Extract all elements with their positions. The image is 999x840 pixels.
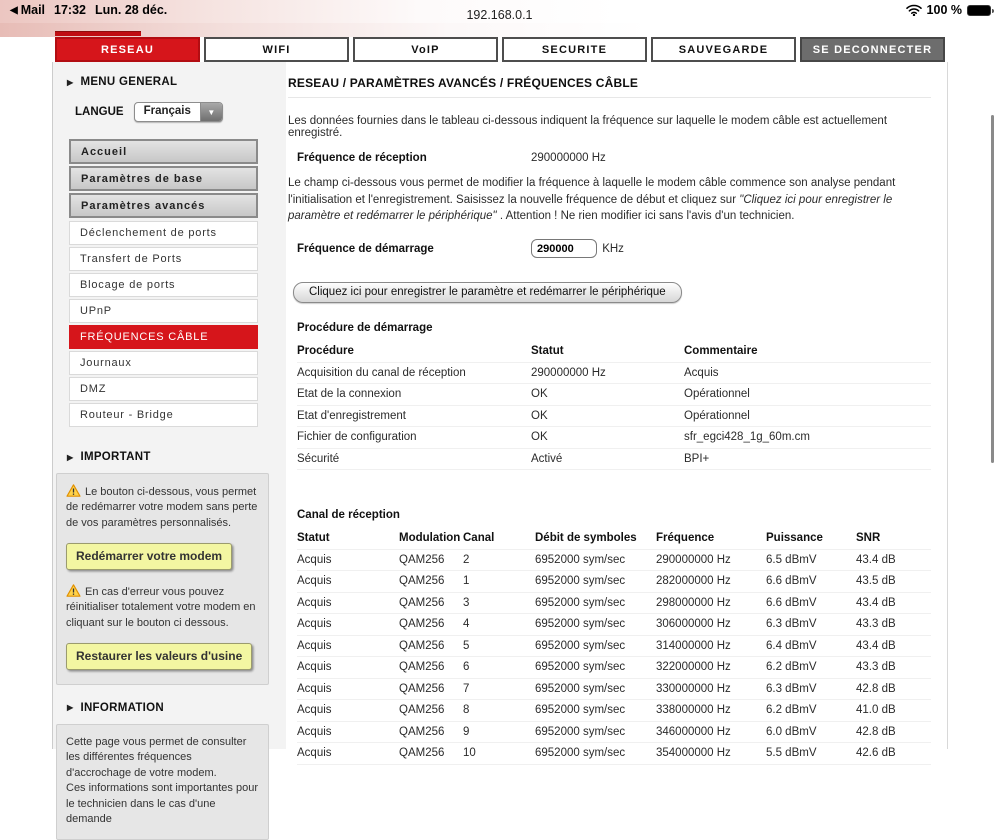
- address-url[interactable]: 192.168.0.1: [0, 8, 999, 22]
- table-row: Etat d'enregistrement OK Opérationnel: [297, 406, 931, 428]
- channel-table-header: [297, 528, 931, 550]
- menu-general-header[interactable]: [67, 76, 286, 88]
- table-row: Acquis QAM256 2 6952000 sym/sec 290000000 Hz 6.5 dBmV 43.4 dB: [297, 550, 931, 572]
- table-row: Sécurité Activé BPI+: [297, 449, 931, 471]
- sidebar-menu-item[interactable]: [69, 247, 258, 271]
- important-label: IMPORTANT: [80, 451, 150, 463]
- edit-frequency-paragraph: Le champ ci-dessous vous permet de modifier la fréquence à laquelle le modem câble commence son analyse pendant l'initialisation et l'enregistrement. Saisissez la nouvelle fréquence de début et cliquez sur "Cliquez ici pour enregistrer le paramètre et redémarrer le périphérique" . Attention ! Ne rien modifier ici sans l'avis d'un technicien.: [288, 175, 931, 225]
- sidebar-menu-items: [69, 221, 286, 427]
- sidebar-menu-item-label: Blocage de ports: [80, 279, 175, 291]
- tab-se-deconnecter[interactable]: SE DECONNECTER: [800, 37, 945, 62]
- tab-securite[interactable]: SECURITE: [502, 37, 647, 62]
- table-row: Acquis QAM256 7 6952000 sym/sec 330000000 Hz 6.3 dBmV 42.8 dB: [297, 679, 931, 701]
- top-tab-bar: [55, 37, 945, 62]
- reception-frequency-label: Fréquence de réception: [297, 152, 531, 164]
- channel-section-title: Canal de réception: [297, 509, 931, 521]
- sidebar-menu-item-label: DMZ: [80, 383, 106, 395]
- col-frequence: Fréquence: [656, 532, 766, 544]
- wifi-icon: [906, 4, 922, 16]
- warning-icon: [66, 484, 81, 497]
- back-app-label: Mail: [21, 3, 45, 17]
- start-frequency-unit: KHz: [602, 243, 624, 255]
- language-select[interactable]: [134, 102, 223, 122]
- sidebar-menu-item-label: UPnP: [80, 305, 112, 317]
- sidebar-menu-item[interactable]: [69, 299, 258, 323]
- col-debit: Débit de symboles: [535, 532, 656, 544]
- boot-table-rows: [297, 363, 931, 471]
- information-box: [56, 724, 269, 840]
- battery-icon: [967, 5, 991, 16]
- boot-section-title: Procédure de démarrage: [297, 322, 931, 334]
- breadcrumb-divider: [288, 97, 931, 98]
- breadcrumb: RESEAU / PARAMÈTRES AVANCÉS / FRÉQUENCES CÂBLE: [288, 76, 931, 90]
- table-row: Etat de la connexion OK Opérationnel: [297, 384, 931, 406]
- sidebar-menu-item[interactable]: [69, 403, 258, 427]
- col-modulation: Modulation: [399, 532, 463, 544]
- table-row: Acquis QAM256 4 6952000 sym/sec 306000000 Hz 6.3 dBmV 43.3 dB: [297, 614, 931, 636]
- language-selected-value: Français: [135, 103, 200, 121]
- main-content: [286, 62, 947, 749]
- clock-time: 17:32: [54, 3, 86, 17]
- col-snr: SNR: [856, 532, 931, 544]
- sidebar-menu-item-label: Déclenchement de ports: [80, 227, 217, 239]
- start-frequency-row: [297, 239, 931, 258]
- table-row: Acquis QAM256 5 6952000 sym/sec 314000000 Hz 6.4 dBmV 43.4 dB: [297, 636, 931, 658]
- start-frequency-field-group: [531, 239, 931, 258]
- tab-voip[interactable]: VoIP: [353, 37, 498, 62]
- table-row: Acquis QAM256 6 6952000 sym/sec 322000000 Hz 6.2 dBmV 43.3 dB: [297, 657, 931, 679]
- langue-label: LANGUE: [75, 106, 124, 118]
- sidebar-menu-item[interactable]: [69, 221, 258, 245]
- reception-frequency-value: 290000000 Hz: [531, 152, 931, 164]
- important-box: [56, 473, 269, 685]
- sidebar-menu-item-label: FRÉQUENCES CÂBLE: [80, 331, 208, 343]
- quoted-button-name: "Cliquez ici pour enregistrer le paramètre et redémarrer le périphérique": [288, 194, 892, 223]
- reception-frequency-row: [297, 152, 931, 164]
- boot-procedure-table: [297, 341, 931, 470]
- sidebar-section-button[interactable]: [69, 193, 258, 218]
- back-chevron-icon: ◀: [10, 5, 18, 16]
- col-puissance: Puissance: [766, 532, 856, 544]
- table-row: Fichier de configuration OK sfr_egci428_1g_60m.cm: [297, 427, 931, 449]
- important-header[interactable]: [67, 451, 286, 463]
- sidebar-section-button[interactable]: [69, 139, 258, 164]
- battery-percent: 100 %: [927, 3, 962, 17]
- ios-status-bar: [0, 0, 999, 23]
- information-header[interactable]: [67, 702, 286, 714]
- reception-channel-table: [297, 528, 931, 765]
- col-commentaire: Commentaire: [684, 345, 931, 357]
- scrollbar-thumb[interactable]: [991, 115, 994, 463]
- status-date: Lun. 28 déc.: [95, 3, 167, 17]
- information-text: Cette page vous permet de consulter les différentes fréquences d'accrochage de votre modem.: [66, 735, 259, 781]
- tab-sauvegarde[interactable]: SAUVEGARDE: [651, 37, 796, 62]
- tab-wifi[interactable]: WIFI: [204, 37, 349, 62]
- sidebar-menu-item-label: Transfert de Ports: [80, 253, 182, 265]
- sidebar-section-button-label: Paramètres de base: [81, 173, 203, 185]
- factory-reset-button[interactable]: Restaurer les valeurs d'usine: [66, 643, 252, 670]
- table-row: Acquis QAM256 3 6952000 sym/sec 298000000 Hz 6.6 dBmV 43.4 dB: [297, 593, 931, 615]
- page-container: [52, 62, 948, 749]
- brand-red-strip: [55, 32, 141, 36]
- col-statut: Statut: [297, 532, 399, 544]
- start-frequency-label: Fréquence de démarrage: [297, 243, 531, 255]
- table-row: Acquis QAM256 10 6952000 sym/sec 354000000 Hz 5.5 dBmV 42.6 dB: [297, 743, 931, 765]
- sidebar-menu-item[interactable]: [69, 273, 258, 297]
- sidebar-section-button-label: Paramètres avancés: [81, 200, 205, 212]
- col-statut: Statut: [531, 345, 684, 357]
- intro-text: Les données fournies dans le tableau ci-dessous indiquent la fréquence sur laquelle le modem câble est actuellement enregistré.: [288, 115, 931, 139]
- warning-icon: [66, 584, 81, 597]
- tab-reseau[interactable]: RESEAU: [55, 37, 200, 62]
- expand-arrow-icon: ▶: [67, 78, 73, 87]
- table-row: Acquis QAM256 9 6952000 sym/sec 346000000 Hz 6.0 dBmV 42.8 dB: [297, 722, 931, 744]
- expand-arrow-icon: ▶: [67, 453, 73, 462]
- sidebar-menu-item[interactable]: [69, 351, 258, 375]
- table-row: Acquis QAM256 8 6952000 sym/sec 338000000 Hz 6.2 dBmV 41.0 dB: [297, 700, 931, 722]
- col-procedure: Procédure: [297, 345, 531, 357]
- sidebar-section-button[interactable]: [69, 166, 258, 191]
- restart-modem-button[interactable]: Redémarrer votre modem: [66, 543, 232, 570]
- boot-table-header: [297, 341, 931, 363]
- sidebar-menu-item[interactable]: [69, 377, 258, 401]
- sidebar-section-button-label: Accueil: [81, 146, 127, 158]
- sidebar: [53, 62, 286, 749]
- table-row: Acquis QAM256 1 6952000 sym/sec 282000000 Hz 6.6 dBmV 43.5 dB: [297, 571, 931, 593]
- expand-arrow-icon: ▶: [67, 703, 73, 712]
- start-frequency-input[interactable]: [531, 239, 597, 258]
- page-header-band: [0, 23, 999, 37]
- col-canal: Canal: [463, 532, 535, 544]
- restart-warning-text: Le bouton ci-dessous, vous permet de redémarrer votre modem sans perte de vos paramètres personnalisés.: [66, 484, 259, 531]
- channel-table-rows: [297, 550, 931, 765]
- select-dropdown-icon: ▼: [200, 103, 222, 121]
- sidebar-main-buttons: [69, 139, 286, 218]
- information-label: INFORMATION: [80, 702, 164, 714]
- factory-warning-text: En cas d'erreur vous pouvez réinitialiser totalement votre modem en cliquant sur le bouton ci dessous.: [66, 584, 259, 631]
- sidebar-menu-item-label: Routeur - Bridge: [80, 409, 174, 421]
- information-text: Ces informations sont importantes pour le technicien dans le cas d'une demande: [66, 781, 259, 827]
- menu-general-label: MENU GENERAL: [80, 76, 177, 88]
- sidebar-menu-item-label: Journaux: [80, 357, 132, 369]
- status-right: [906, 3, 991, 17]
- save-and-restart-button[interactable]: Cliquez ici pour enregistrer le paramètre et redémarrer le périphérique: [293, 282, 682, 303]
- sidebar-menu-item[interactable]: [69, 325, 258, 349]
- language-row: [75, 102, 286, 122]
- table-row: Acquisition du canal de réception 290000000 Hz Acquis: [297, 363, 931, 385]
